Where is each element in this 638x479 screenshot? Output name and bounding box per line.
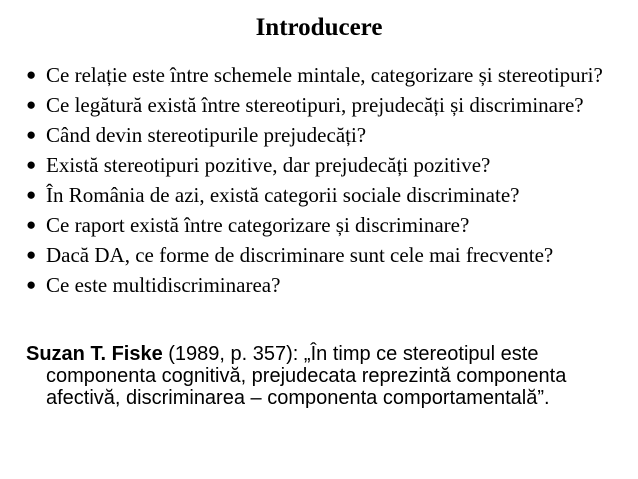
bullet-dot: ● [26, 95, 37, 114]
list-item [26, 64, 626, 86]
bullet-list [26, 64, 626, 304]
bullet-text: Există stereotipuri pozitive, dar prejudecăți pozitive? [46, 153, 491, 177]
bullet-text: Ce legătură există între stereotipuri, prejudecăți și discriminare? [46, 93, 584, 117]
quote-paragraph [26, 343, 638, 409]
quote-author: Suzan T. Fiske [26, 343, 163, 365]
bullet-dot: ● [26, 185, 37, 204]
bullet-dot: ● [26, 155, 37, 174]
slide-title: Introducere [255, 14, 383, 41]
list-item [26, 94, 626, 116]
bullet-text: Când devin stereotipurile prejudecăți? [46, 123, 367, 147]
bullet-text: Ce relație este între schemele mintale, categorizare și stereotipuri? [46, 63, 603, 87]
quote-text: (1989, p. 357): „În timp ce stereotipul este componenta cognitivă, prejudecata reprezintă componenta afectivă, discriminarea – componenta comportamentală”. [46, 343, 567, 409]
list-item [26, 274, 626, 296]
bullet-dot: ● [26, 215, 37, 234]
list-item [26, 154, 626, 176]
bullet-dot: ● [26, 65, 37, 84]
bullet-text: În România de azi, există categorii sociale discriminate? [46, 183, 520, 207]
bullet-dot: ● [26, 125, 37, 144]
bullet-dot: ● [26, 245, 37, 264]
bullet-text: Ce este multidiscriminarea? [46, 273, 281, 297]
list-item [26, 124, 626, 146]
list-item [26, 214, 626, 236]
bullet-text: Ce raport există între categorizare și discriminare? [46, 213, 470, 237]
list-item [26, 244, 626, 266]
bullet-dot: ● [26, 275, 37, 294]
list-item [26, 184, 626, 206]
bullet-text: Dacă DA, ce forme de discriminare sunt cele mai frecvente? [46, 243, 554, 267]
